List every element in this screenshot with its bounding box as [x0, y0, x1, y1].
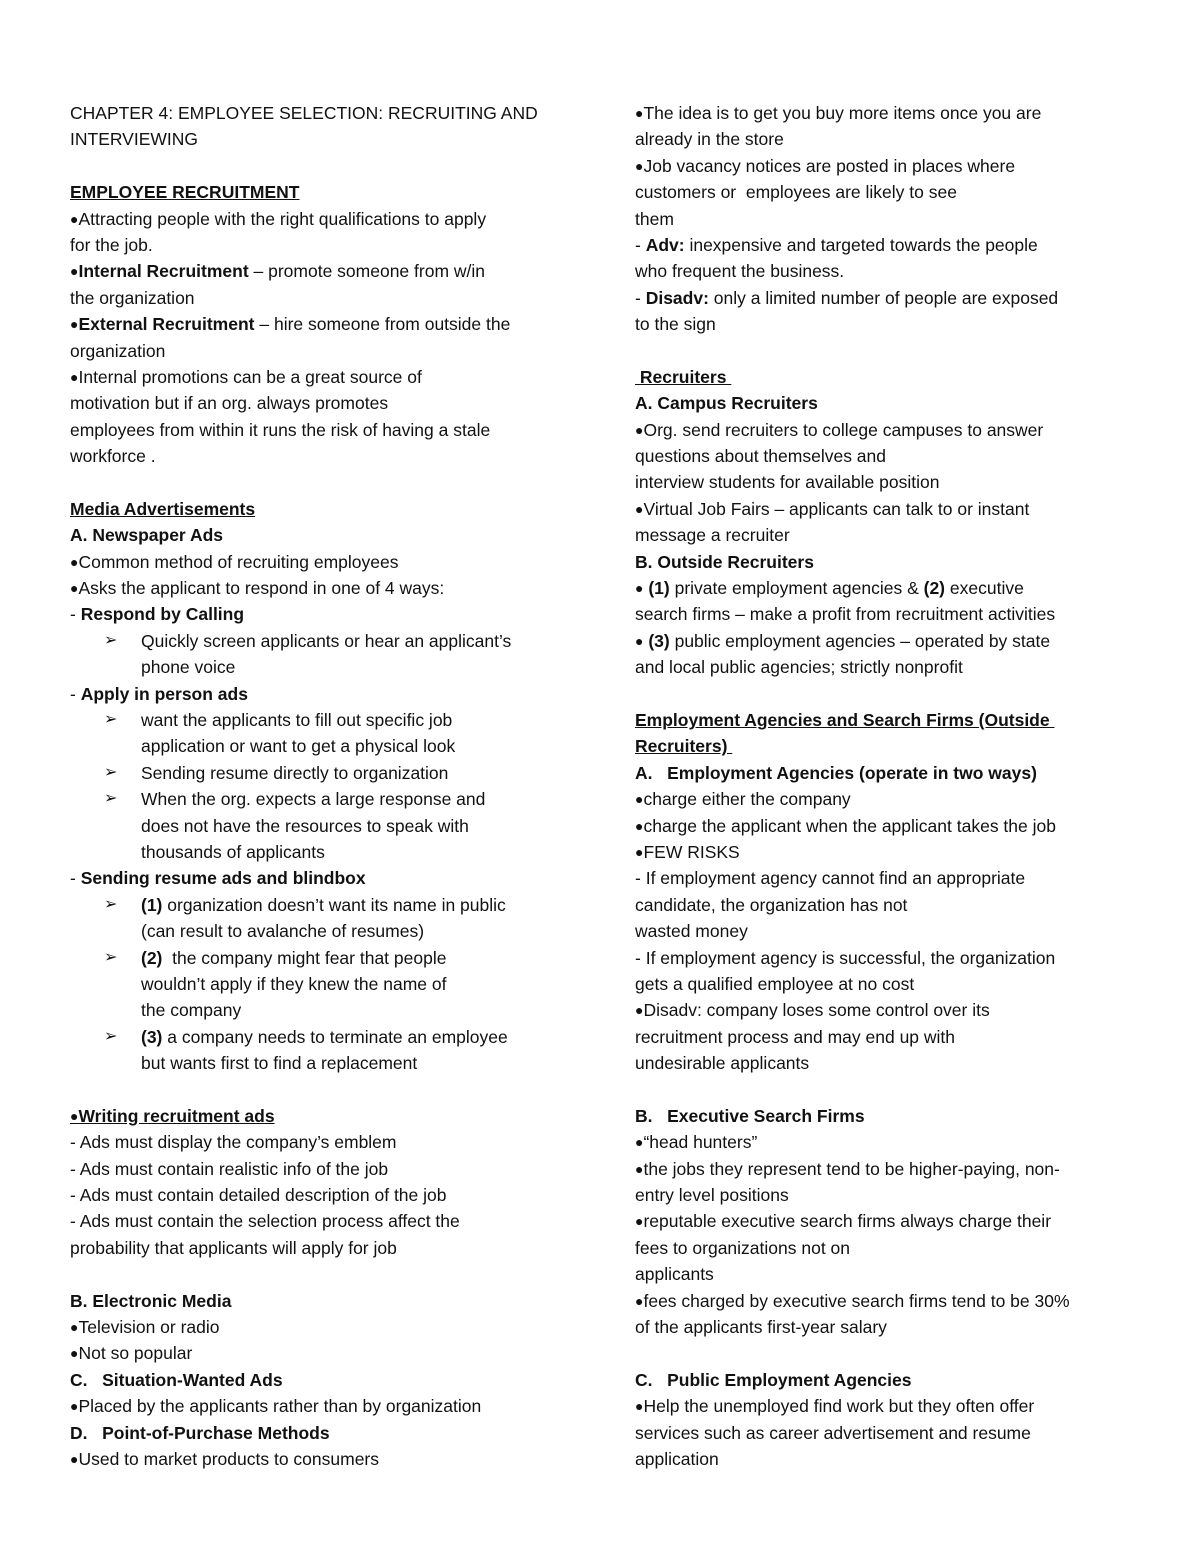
- bullet-item: ●fees charged by executive search firms tend to be 30%: [635, 1290, 1070, 1311]
- bullet-item: ●Used to market products to consumers: [70, 1448, 380, 1469]
- arrow-item-cont: does not have the resources to speak with: [141, 815, 469, 836]
- bullet-item-cont: of the applicants first-year salary: [635, 1316, 887, 1337]
- bullet-item: ● (1) private employment agencies & (2) executive: [635, 578, 1024, 599]
- dash-item: - Disadv: only a limited number of people are exposed: [635, 287, 1059, 308]
- bullet-item: ●Job vacancy notices are posted in places where: [635, 155, 1016, 176]
- bullet-icon: ●: [635, 1292, 644, 1309]
- bullet-icon: ●: [635, 1002, 644, 1019]
- bullet-icon: ●: [635, 843, 644, 860]
- employee-recruitment-heading: EMPLOYEE RECRUITMENT: [70, 182, 300, 203]
- bullet-icon: ●: [70, 580, 79, 597]
- outside-recruiters-heading: B. Outside Recruiters: [635, 551, 814, 572]
- dash-item-cont: wasted money: [635, 921, 748, 942]
- bullet-item: ●charge the applicant when the applicant takes the job: [635, 815, 1056, 836]
- bullet-icon: ●: [635, 500, 644, 517]
- arrow-item-cont: thousands of applicants: [141, 841, 325, 862]
- bullet-icon: ●: [635, 157, 644, 174]
- bullet-icon: ●: [70, 1318, 79, 1335]
- bullet-icon: ●: [70, 263, 79, 280]
- bullet-item-cont: application: [635, 1448, 719, 1469]
- bullet-item-cont: them: [635, 208, 674, 229]
- bullet-item: ●FEW RISKS: [635, 841, 740, 862]
- executive-search-heading: B. Executive Search Firms: [635, 1105, 865, 1126]
- bullet-item-cont: workforce .: [70, 446, 156, 467]
- arrow-item-cont: but wants first to find a replacement: [141, 1053, 418, 1074]
- bullet-item-cont: recruitment process and may end up with: [635, 1026, 956, 1047]
- employment-agencies-heading: A. Employment Agencies (operate in two ways): [635, 762, 1037, 783]
- bullet-item: ●the jobs they represent tend to be higher-paying, non-: [635, 1158, 1060, 1179]
- dash-item-cont: who frequent the business.: [635, 261, 845, 282]
- bullet-icon: ●: [635, 632, 644, 649]
- bullet-item-cont: the organization: [70, 287, 195, 308]
- chapter-title-cont: INTERVIEWING: [70, 129, 199, 150]
- arrow-item-cont: phone voice: [141, 657, 236, 678]
- bullet-item: ●charge either the company: [635, 789, 851, 810]
- bullet-icon: ●: [70, 1107, 79, 1124]
- arrow-item: ➢ Sending resume directly to organization: [70, 760, 580, 786]
- agencies-search-firms-heading-cont: Recruiters): [635, 736, 733, 757]
- campus-recruiters-heading: A. Campus Recruiters: [635, 393, 818, 414]
- arrow-item-cont: the company: [141, 1000, 242, 1021]
- bullet-item-cont: organization: [70, 340, 166, 361]
- bullet-icon: ●: [635, 580, 644, 597]
- dash-item: - Ads must display the company’s emblem: [70, 1132, 397, 1153]
- bullet-item: ●External Recruitment – hire someone from outside the: [70, 314, 511, 335]
- bullet-item: ●Virtual Job Fairs – applicants can talk to or instant: [635, 498, 1030, 519]
- bullet-item-cont: message a recruiter: [635, 525, 790, 546]
- dash-item-cont: gets a qualified employee at no cost: [635, 973, 915, 994]
- bullet-icon: ●: [635, 791, 644, 808]
- dash-item: - Apply in person ads: [70, 683, 248, 704]
- arrow-item-cont: (can result to avalanche of resumes): [141, 921, 425, 942]
- bullet-icon: ●: [635, 105, 644, 121]
- bullet-item-cont: for the job.: [70, 234, 153, 255]
- dash-item: - Ads must contain the selection process affect the: [70, 1211, 460, 1232]
- writing-recruitment-ads-heading: ●Writing recruitment ads: [70, 1105, 275, 1126]
- bullet-item: ●Not so popular: [70, 1343, 193, 1364]
- dash-item-cont: to the sign: [635, 314, 716, 335]
- arrow-item-cont: wouldn’t apply if they knew the name of: [141, 973, 447, 994]
- bullet-item: ●Placed by the applicants rather than by organization: [70, 1396, 482, 1417]
- bullet-icon: ●: [70, 1450, 79, 1467]
- bullet-item-cont: fees to organizations not on: [635, 1237, 851, 1258]
- bullet-icon: ●: [635, 1160, 644, 1177]
- bullet-item-cont: motivation but if an org. always promotes: [70, 393, 389, 414]
- bullet-item: ●Disadv: company loses some control over its: [635, 1000, 990, 1021]
- arrow-item: ➢ (2) the company might fear that people: [70, 945, 580, 971]
- newspaper-ads-heading: A. Newspaper Ads: [70, 525, 224, 546]
- arrow-item: ➢ When the org. expects a large response and: [70, 786, 580, 812]
- bullet-item: ●reputable executive search firms always charge their: [635, 1211, 1052, 1232]
- bullet-icon: ●: [635, 421, 644, 438]
- dash-item: - Sending resume ads and blindbox: [70, 868, 366, 889]
- bullet-item: ●“head hunters”: [635, 1132, 758, 1153]
- bullet-icon: ●: [635, 1398, 644, 1415]
- electronic-media-heading: B. Electronic Media: [70, 1290, 232, 1311]
- bullet-item-cont: undesirable applicants: [635, 1053, 810, 1074]
- situation-wanted-heading: C. Situation-Wanted Ads: [70, 1369, 283, 1390]
- bullet-item-cont: applicants: [635, 1264, 714, 1285]
- bullet-icon: ●: [635, 1134, 644, 1151]
- arrow-bullet-icon: ➢: [104, 763, 118, 781]
- arrow-bullet-icon: ➢: [104, 1027, 118, 1045]
- bullet-item: ●The idea is to get you buy more items once you are: [635, 103, 1042, 123]
- right-column: [635, 100, 1145, 1472]
- recruiters-heading: Recruiters: [635, 366, 732, 387]
- dash-item: - Respond by Calling: [70, 604, 245, 625]
- bullet-item-cont: search firms – make a profit from recruitment activities: [635, 604, 1056, 625]
- dash-item: - Ads must contain detailed description of the job: [70, 1185, 447, 1206]
- bullet-item: ●Asks the applicant to respond in one of 4 ways:: [70, 578, 445, 599]
- chapter-title: CHAPTER 4: EMPLOYEE SELECTION: RECRUITING AND: [70, 103, 538, 123]
- arrow-item: ➢ (3) a company needs to terminate an employee: [70, 1024, 580, 1050]
- arrow-item-cont: application or want to get a physical look: [141, 736, 456, 757]
- media-advertisements-heading: Media Advertisements: [70, 498, 256, 519]
- bullet-item: ●Television or radio: [70, 1316, 220, 1337]
- left-column: [70, 100, 580, 1472]
- bullet-icon: ●: [70, 1345, 79, 1362]
- arrow-bullet-icon: ➢: [104, 631, 118, 649]
- bullet-item-cont: already in the store: [635, 129, 784, 150]
- point-of-purchase-heading: D. Point-of-Purchase Methods: [70, 1422, 330, 1443]
- agencies-search-firms-heading: Employment Agencies and Search Firms (Outside: [635, 709, 1055, 730]
- bullet-item: ●Org. send recruiters to college campuses to answer: [635, 419, 1044, 440]
- bullet-item: ●Attracting people with the right qualifications to apply: [70, 208, 487, 229]
- bullet-item-cont: entry level positions: [635, 1185, 789, 1206]
- arrow-item: ➢ want the applicants to fill out specific job: [70, 707, 580, 733]
- bullet-icon: ●: [635, 1213, 644, 1230]
- bullet-item: ●Help the unemployed find work but they often offer: [635, 1396, 1035, 1417]
- bullet-item-cont: and local public agencies; strictly nonprofit: [635, 657, 963, 678]
- dash-item: - Adv: inexpensive and targeted towards the people: [635, 234, 1038, 255]
- dash-item: - If employment agency cannot find an appropriate: [635, 868, 1026, 889]
- bullet-item: ● (3) public employment agencies – operated by state: [635, 630, 1051, 651]
- bullet-icon: ●: [70, 210, 79, 227]
- dash-item: - If employment agency is successful, the organization: [635, 947, 1056, 968]
- bullet-icon: ●: [635, 817, 644, 834]
- bullet-icon: ●: [70, 368, 79, 385]
- bullet-item: ●Internal Recruitment – promote someone from w/in: [70, 261, 486, 282]
- bullet-item: ●Common method of recruiting employees: [70, 551, 399, 572]
- bullet-item-cont: employees from within it runs the risk of having a stale: [70, 419, 491, 440]
- dash-item: - Ads must contain realistic info of the job: [70, 1158, 389, 1179]
- public-employment-heading: C. Public Employment Agencies: [635, 1369, 912, 1390]
- dash-item-cont: candidate, the organization has not: [635, 894, 908, 915]
- arrow-bullet-icon: ➢: [104, 790, 118, 808]
- arrow-item: ➢ (1) organization doesn’t want its name in public: [70, 892, 580, 918]
- bullet-item-cont: questions about themselves and: [635, 446, 886, 467]
- arrow-bullet-icon: ➢: [104, 948, 118, 966]
- bullet-icon: ●: [70, 553, 79, 570]
- bullet-icon: ●: [70, 316, 79, 333]
- bullet-item: ●Internal promotions can be a great source of: [70, 366, 422, 387]
- bullet-item-cont: interview students for available position: [635, 472, 940, 493]
- dash-item-cont: probability that applicants will apply for job: [70, 1237, 397, 1258]
- bullet-item-cont: customers or employees are likely to see: [635, 182, 957, 203]
- bullet-item-cont: services such as career advertisement and resume: [635, 1422, 1031, 1443]
- arrow-item: ➢ Quickly screen applicants or hear an applicant’s: [70, 628, 580, 654]
- arrow-bullet-icon: ➢: [104, 710, 118, 728]
- bullet-icon: ●: [70, 1398, 79, 1415]
- arrow-bullet-icon: ➢: [104, 895, 118, 913]
